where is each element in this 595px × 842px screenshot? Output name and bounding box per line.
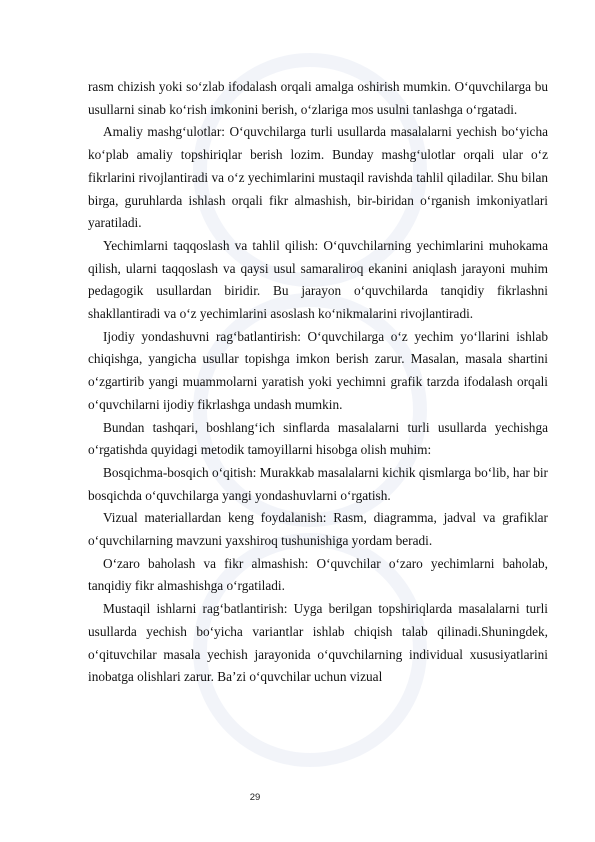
page-number: 29 (249, 792, 261, 803)
paragraph-4: Ijodiy yondashuvni rag‘batlantirish: O‘quvchilarga o‘z yechim yo‘llarini ishlab chiqishga, yangicha usullar topishga imkon berish zarur. Masalan, masala shartini o‘zgartirib yangi muammolarni yaratish yoki yechimni grafik tarzda ifodalash orqali o‘quvchilarni ijodiy fikrlashga undash mumkin. (88, 328, 548, 412)
paragraph-2: Amaliy mashg‘ulotlar: O‘quvchilarga turli usullarda masalalarni yechish bo‘yicha ko‘plab amaliy topshiriqlar berish lozim. Bunday mashg‘ulotlar orqali ular o‘z fikrlarini rivojlantiradi va o‘z yechimlarini mustaqil ravishda tahlil qiladilar. Shu bilan birga, guruhlarda ishlash orqali fikr almashish, bir-biridan o‘rganish imkoniyatlari yaratiladi. (88, 124, 548, 231)
paragraph-3: Yechimlarni taqqoslash va tahlil qilish: O‘quvchilarning yechimlarini muhokama qilish, ularni taqqoslash va qaysi usul samaraliroq ekanini aniqlash jarayoni muhim pedagogik usullardan biridir. Bu jarayon o‘quvchilarda tanqidiy fikrlashni shakllantiradi va o‘z yechimlarini asoslash ko‘nikmalarini rivojlantiradi. (88, 237, 548, 322)
paragraph-7: Vizual materiallardan keng foydalanish: Rasm, diagramma, jadval va grafiklar o‘quvchilarning mavzuni yaxshiroq tushunishiga yordam beradi. (88, 510, 548, 549)
paragraph-8: O‘zaro baholash va fikr almashish: O‘quvchilar o‘zaro yechimlarni baholab, tanqidiy fikr almashishga o‘rgatiladi. (88, 555, 548, 594)
body-text (88, 76, 548, 689)
paragraph-6: Bosqichma-bosqich o‘qitish: Murakkab masalalarni kichik qismlarga bo‘lib, har bir bosqichda o‘quvchilarga yangi yondashuvlarni o‘rgatish. (88, 464, 548, 503)
paragraph-9: Mustaqil ishlarni rag‘batlantirish: Uyga berilgan topshiriqlarda masalalarni turli usullarda yechish bo‘yicha variantlar ishlab chiqish talab qilinadi.Shuningdek, o‘qituvchilar masala yechish jarayonida o‘quvchilarning individual xususiyatlarini inobatga olishlari zarur. Ba’zi o‘quvchilar uchun vizual (88, 601, 548, 685)
paragraph-5: Bundan tashqari, boshlang‘ich sinflarda masalalarni turli usullarda yechishga o‘rgatishda quyidagi metodik tamoyillarni hisobga olish muhim: (88, 419, 548, 458)
paragraph-1: rasm chizish yoki so‘zlab ifodalash orqali amalga oshirish mumkin. O‘quvchilarga bu usullarni sinab ko‘rish imkonini berish, o‘zlariga mos usulni tanlashga o‘rgatadi. (88, 79, 548, 117)
